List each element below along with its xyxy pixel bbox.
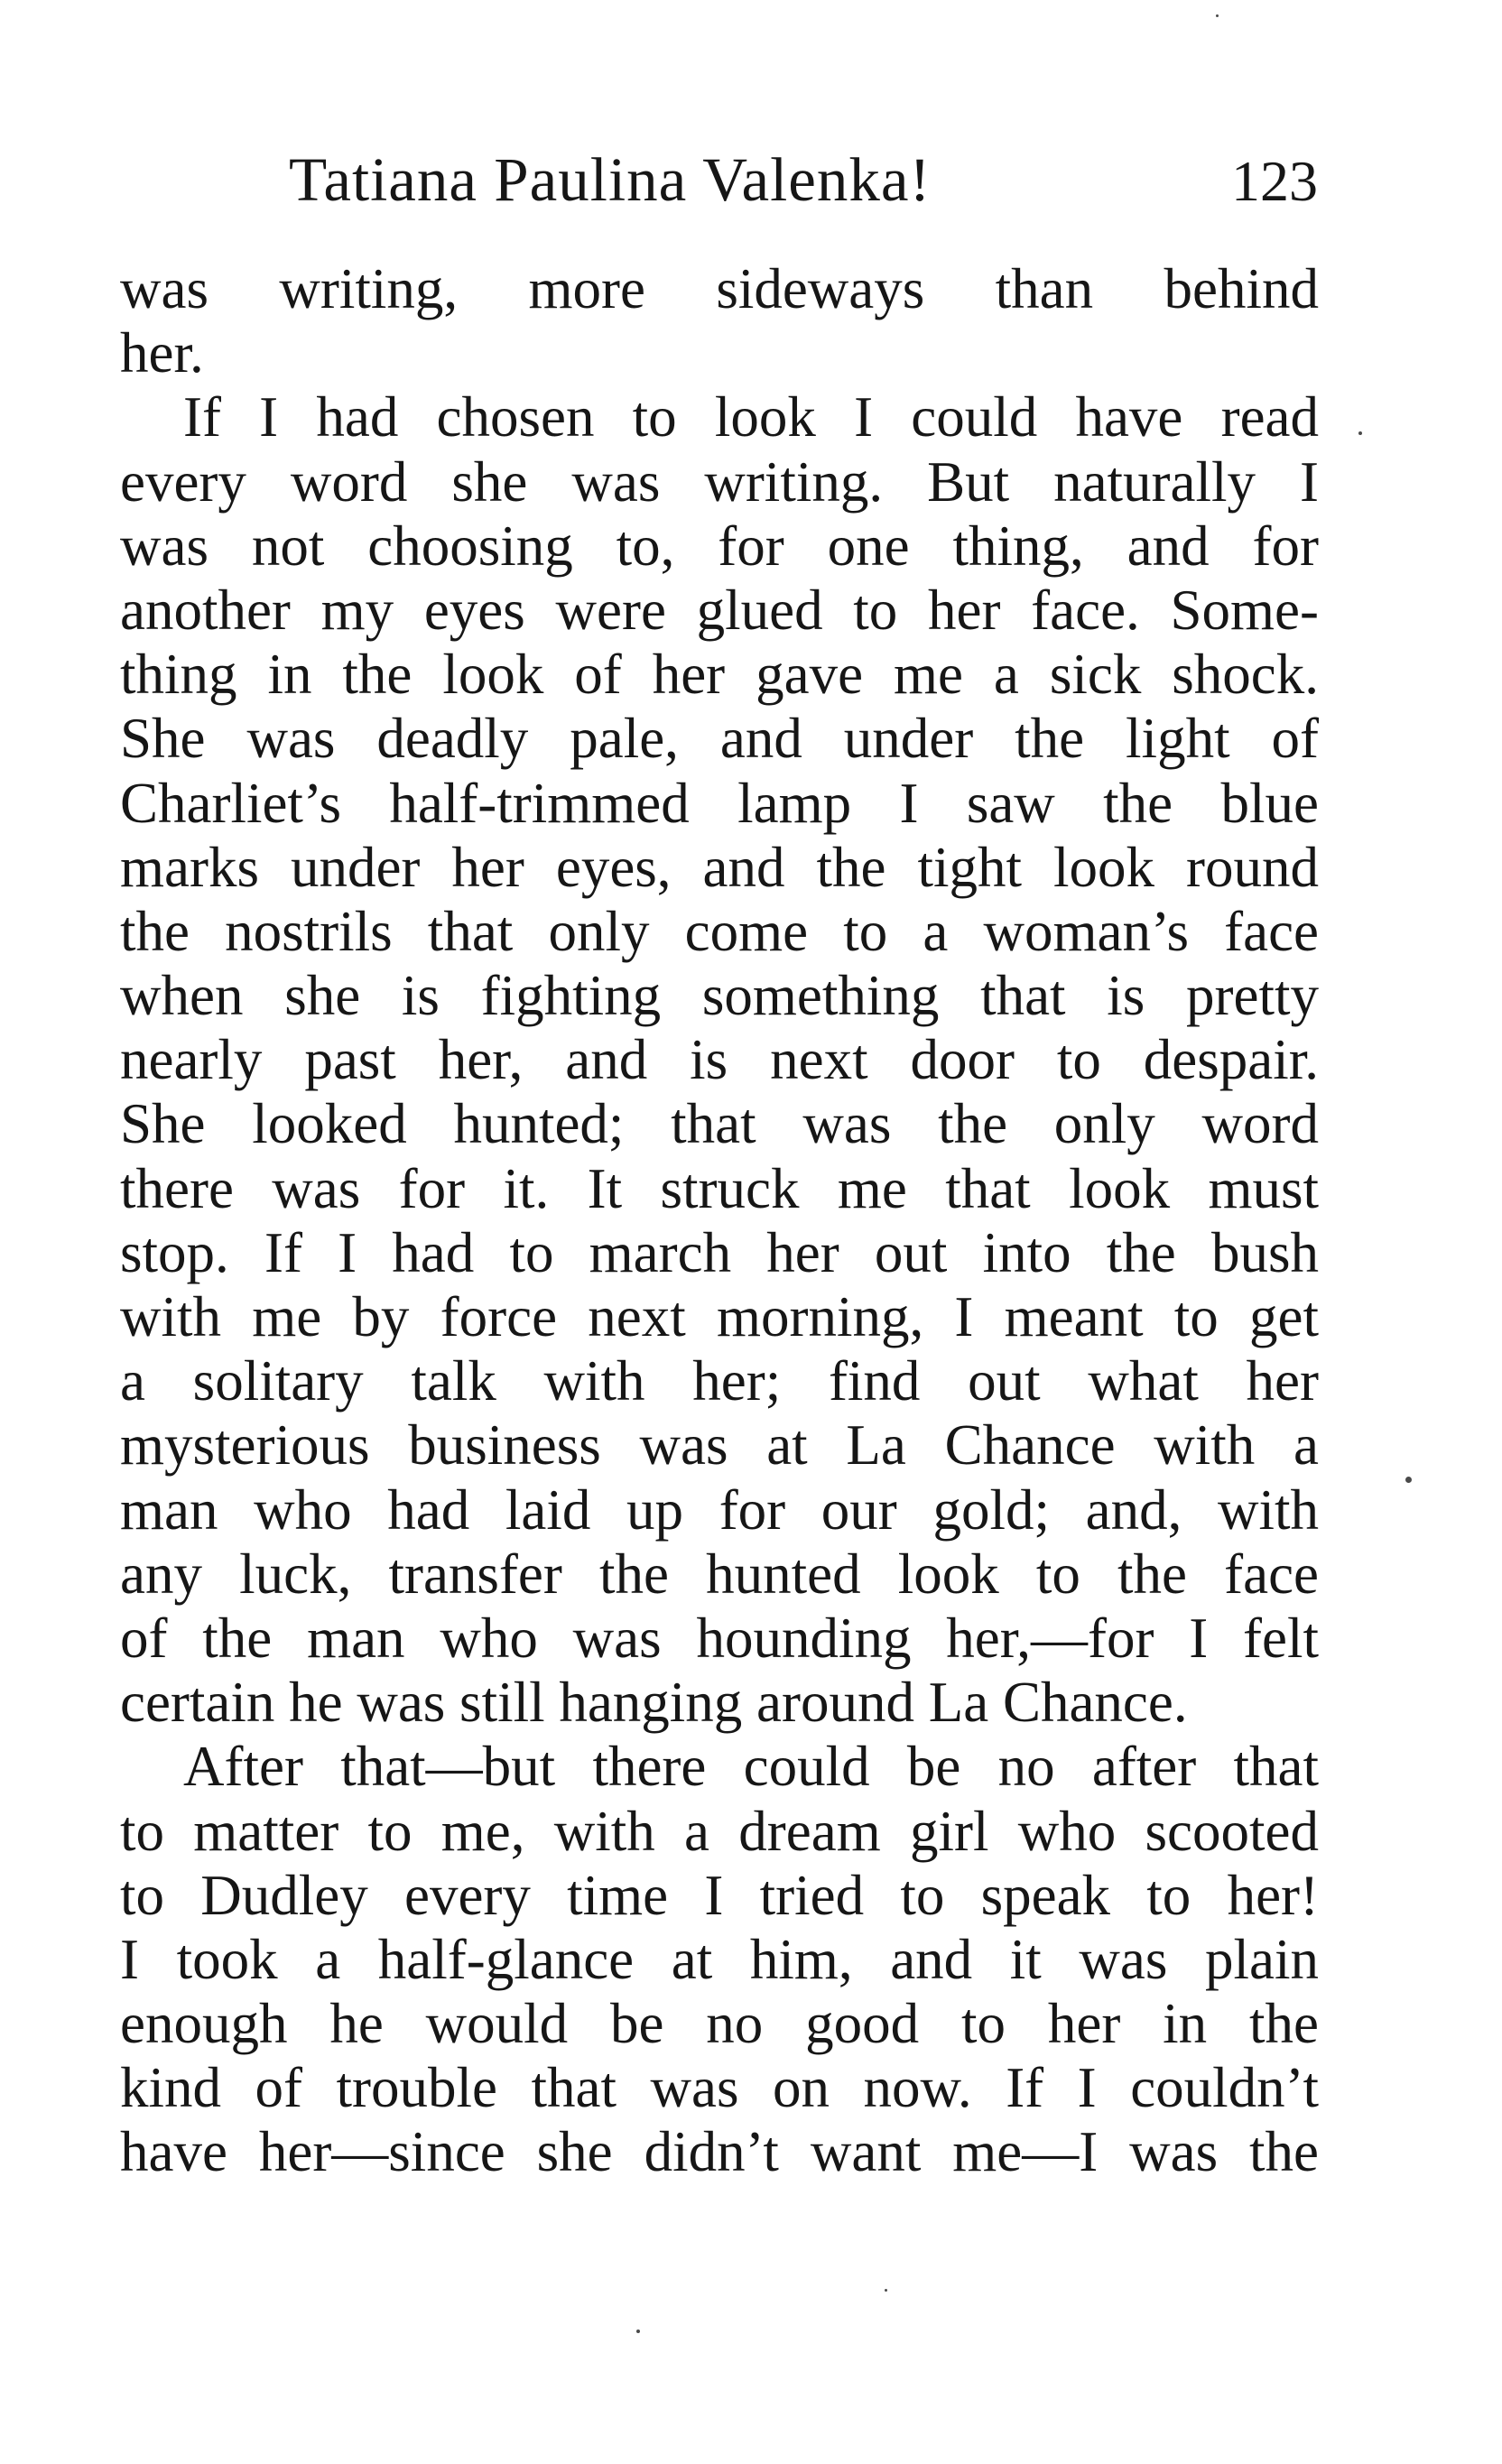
body-text [120, 257, 1319, 2185]
text-line: when she is fighting something that is pretty [120, 964, 1319, 1028]
text-line: She looked hunted; that was the only word [120, 1092, 1319, 1156]
running-title: Tatiana Paulina Valenka! [289, 145, 932, 214]
text-line: If I had chosen to look I could have read [183, 385, 1319, 449]
text-line: there was for it. It struck me that look must [120, 1156, 1319, 1220]
text-line: stop. If I had to march her out into the bush [120, 1220, 1319, 1284]
page-number: 123 [1231, 149, 1318, 213]
text-line: was not choosing to, for one thing, and for [120, 514, 1319, 578]
text-line: marks under her eyes, and the tight look round [120, 835, 1319, 899]
text-line: She was deadly pale, and under the light of [120, 707, 1319, 771]
text-line: nearly past her, and is next door to despair. [120, 1028, 1319, 1092]
text-line: was writing, more sideways than behind [120, 257, 1319, 320]
text-line: another my eyes were glued to her face. Some- [120, 578, 1319, 642]
text-line: the nostrils that only come to a woman’s face [120, 899, 1319, 963]
text-line: every word she was writing. But naturally I [120, 449, 1319, 514]
page-header [122, 143, 1318, 224]
text-line: have her—since she didn’t want me—I was the [120, 2120, 1319, 2184]
text-line: certain he was still hanging around La Chance. [120, 1671, 1188, 1735]
text-line: with me by force next morning, I meant to get [120, 1285, 1319, 1348]
print-speck [1405, 1477, 1412, 1483]
text-line: After that—but there could be no after that [183, 1735, 1319, 1799]
text-line: mysterious business was at La Chance with a [120, 1413, 1319, 1477]
text-line: kind of trouble that was on now. If I couldn’t [120, 2056, 1319, 2120]
text-line: Charliet’s half-trimmed lamp I saw the blue [120, 771, 1319, 835]
text-line: of the man who was hounding her,—for I felt [120, 1606, 1319, 1670]
text-line: thing in the look of her gave me a sick shock. [120, 643, 1319, 707]
text-line: a solitary talk with her; find out what her [120, 1349, 1319, 1413]
print-speck [636, 2330, 640, 2333]
print-speck [1216, 14, 1219, 17]
text-line: I took a half-glance at him, and it was plain [120, 1927, 1319, 1991]
text-line: to matter to me, with a dream girl who scooted [120, 1799, 1319, 1863]
print-speck [1358, 431, 1362, 435]
text-line: any luck, transfer the hunted look to the face [120, 1542, 1319, 1606]
text-line: enough he would be no good to her in the [120, 1992, 1319, 2056]
print-speck [885, 2289, 887, 2292]
text-line: to Dudley every time I tried to speak to her! [120, 1863, 1319, 1927]
text-line: man who had laid up for our gold; and, with [120, 1477, 1319, 1542]
text-line: her. [120, 321, 204, 385]
